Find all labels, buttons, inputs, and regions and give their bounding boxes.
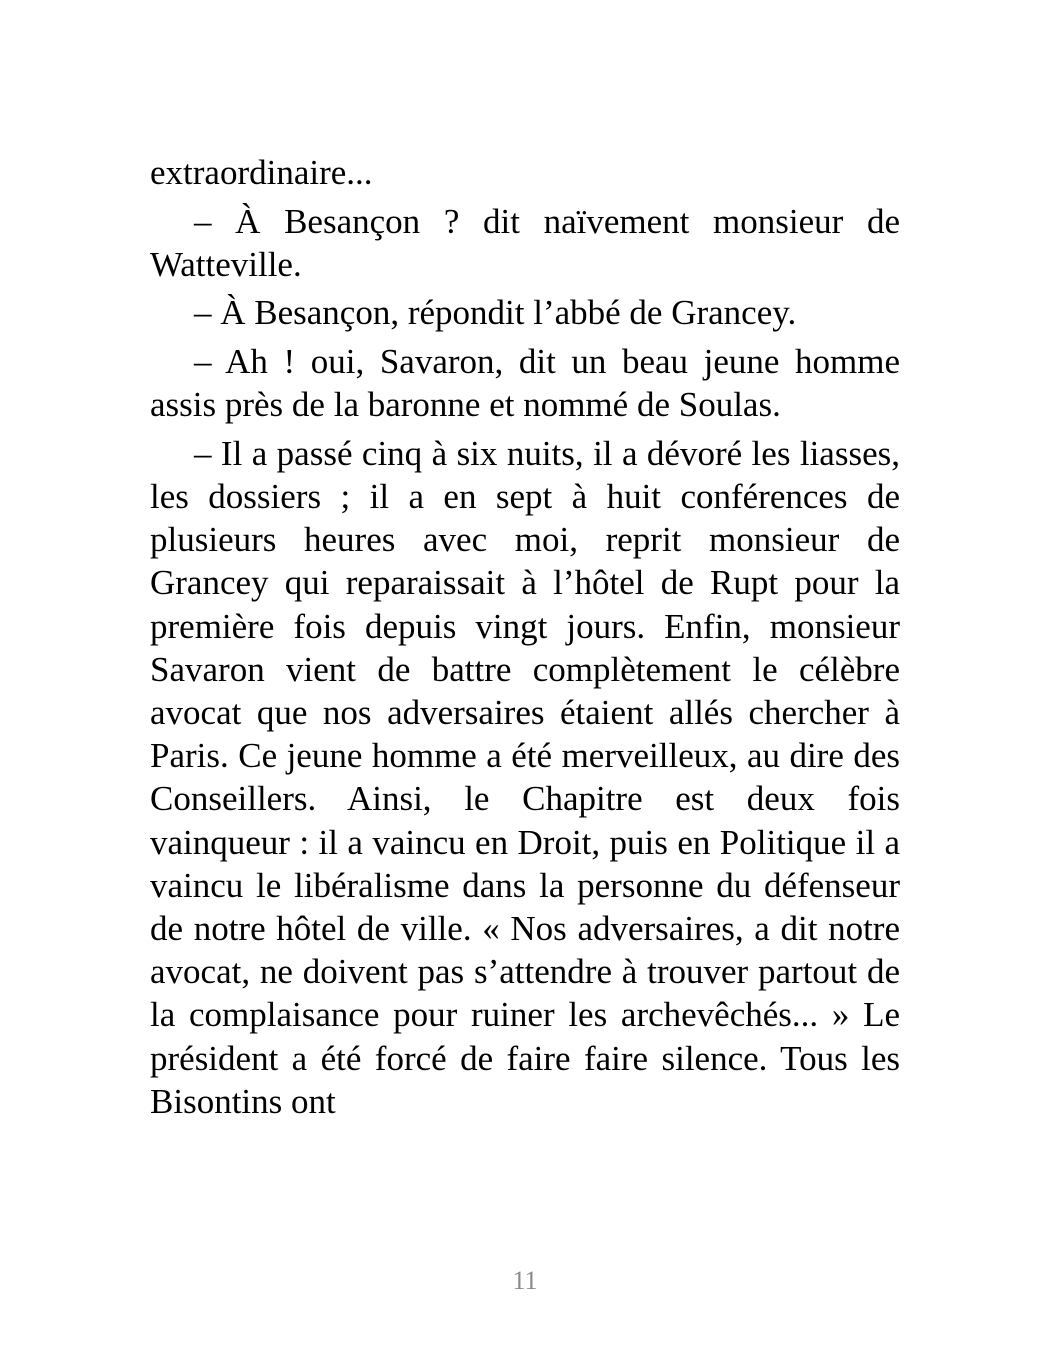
paragraph-grancey-account: – Il a passé cinq à six nuits, il a dévoré les liasses, les dossiers ; il a en sept à huit conférences de plusieurs heures avec moi, reprit monsieur de Grancey qui reparaissait à l’hôtel de Rupt pour la première fois depuis vingt jours. Enfin, monsieur Savaron vient de battre complètement le célèbre avocat que nos adversaires étaient allés chercher à Paris. Ce jeune homme a été merveilleux, au dire des Conseillers. Ainsi, le Chapitre est deux fois vainqueur : il a vaincu en Droit, puis en Politique il a vaincu le libéralisme dans la personne du défenseur de notre hôtel de ville. « Nos adversaires, a dit notre avocat, ne doivent pas s’attendre à trouver partout de la complaisance pour ruiner les archevêchés... » Le président a été forcé de faire faire silence. Tous les Bisontins ont bbox=[150, 433, 900, 1121]
paragraph-dialogue-watteville: – À Besançon ? dit naïvement monsieur de Watteville. bbox=[150, 201, 900, 284]
paragraph-dialogue-soulas: – Ah ! oui, Savaron, dit un beau jeune homme assis près de la baronne et nommé de Soulas. bbox=[150, 341, 900, 425]
page-body bbox=[150, 151, 900, 1128]
paragraph-continuation: extraordinaire... bbox=[150, 153, 373, 192]
page-number: 11 bbox=[512, 1266, 538, 1295]
paragraph-dialogue-grancey: – À Besançon, répondit l’abbé de Grancey. bbox=[194, 293, 797, 333]
